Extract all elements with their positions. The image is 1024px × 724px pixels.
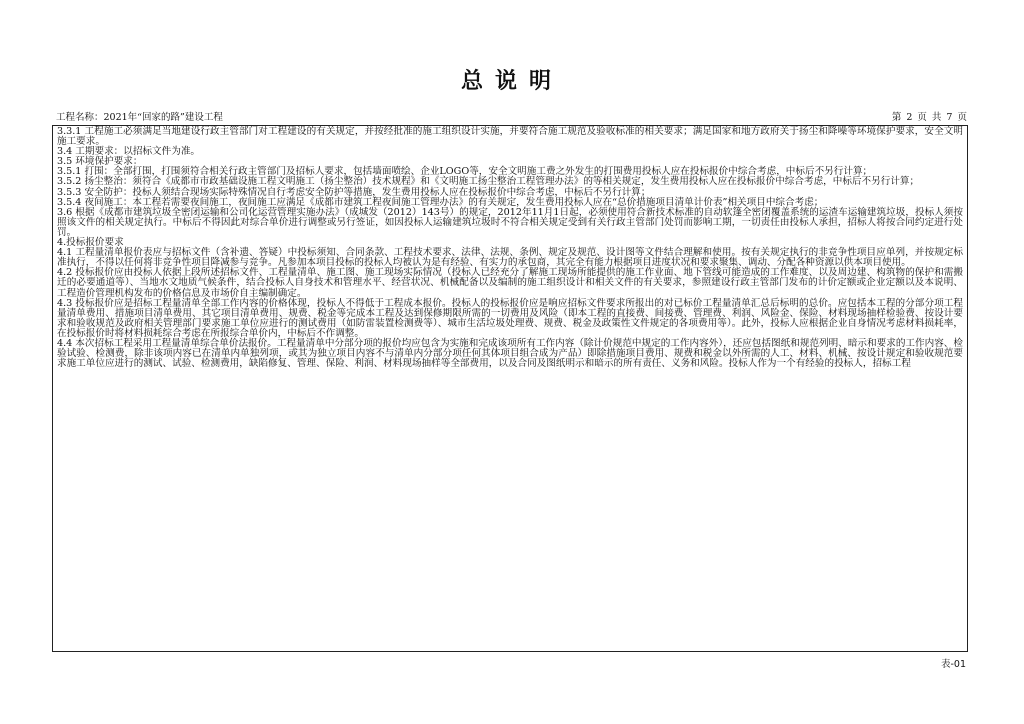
page-indicator: 第 2 页 共 7 页 [891,112,968,123]
paragraph-3-4: 3.4 工期要求：以招标文件为准。 [57,146,201,158]
content-frame [52,125,968,652]
paragraph-3-6: 3.6 根据《成都市建筑垃圾全密闭运输和公司化运营管理实施办法》（成城发（2012）143号）的规定，2012年11月1日起，必须使用符合新技术标准的自动软篷全密闭覆盖系统的运渣车运输建筑垃圾，投标人须按照该文件的相关规定执行。中标后不得因此对综合单价进行调整或另行签证，如因投标人运输建筑垃圾时不符合相关规定受到有关行政主管部门处罚而影响工期，一切责任由投标人承担，招标人将按合同约定进行处罚。 [57,206,963,238]
section-heading-4: 4.投标报价要求 [57,237,124,249]
form-code: 表-01 [940,659,966,670]
paragraph-3-5-3: 3.5.3 安全防护：投标人须结合现场实际特殊情况自行考虑安全防护等措施，发生费用投标人应在投标报价中综合考虑，中标后不另行计算； [57,186,651,198]
paragraph-3-5-2: 3.5.2 扬尘整治：须符合《成都市市政基础设施工程文明施工（扬尘整治）技术规程》和《文明施工扬尘整治工程管理办法》的等相关规定，发生费用投标人应在投标报价中综合考虑，中标后不另行计算； [57,176,920,188]
paragraph-4-3: 4.3 投标报价应是招标工程量清单全部工作内容的价格体现，投标人不得低于工程成本报价。投标人的投标报价应是响应招标文件要求所报出的对已标价工程量清单汇总后标明的总价。应包括本工程的分部分项工程量清单费用、措施项目清单费用、其它项目清单费用、规费、税金等完成本工程及达到保修期限所需的一切费用及风险（即本工程的直接费、间接费、管理费、利润、风险金、保险、材料现场抽样检验费、按设计要求和验收规范及政府相关管理部门要求施工单位应进行的测试费用（如防雷装置检测费等）、城市生活垃圾处理费、规费、税金及政策性文件规定的各项费用等）。此外，投标人应根据企业自身情况考虑材料损耗率，在投标报价时将材料损耗综合考虑在所报综合单价内，中标后不作调整。 [57,297,963,339]
paragraph-3-5-1: 3.5.1 打围：全部打围，打围须符合相关行政主管部门及招标人要求，包括墙面喷绘、企业LOGO等，安全文明施工费之外发生的打围费用投标人应在投标报价中综合考虑，中标后不另行计算； [57,166,873,178]
document-title: 总说明 [460,68,563,94]
paragraph-4-4: 4.4 本次招标工程采用工程量清单综合单价法报价。工程量清单中分部分项的报价均应包含为实施和完成该项所有工作内容（除计价规范中规定的工作内容外），还应包括图纸和规范列明、暗示和要求的工作内容、检验试验、检测费，除非该项内容已在清单内单独列项，或其为独立项目内容不与清单内分部分项任何其体项目组合成为产品）即除措施项目费用、规费和税金以外所需的人工、材料、机械、按设计规定和验收规范要求施工单位应进行的测试、试验、检测费用，缺陷修复、管理、保险、利润、材料现场抽样等全部费用，以及合同及图纸明示和暗示的所有责任、义务和风险。投标人作为一个有经验的投标人，招标工程 [57,337,963,370]
paragraph-3-5: 3.5 环境保护要求： [57,156,143,168]
project-name: 工程名称：2021年“回家的路”建设工程 [56,112,223,123]
paragraph-3-5-4: 3.5.4 夜间施工：本工程若需要夜间施工，夜间施工应满足《成都市建筑工程夜间施工管理办法》的有关规定，发生费用投标人应在“总价措施项目清单计价表”相关项目中综合考虑； [57,196,824,208]
paragraph-3-3-1: 3.3.1 工程施工必须满足当地建设行政主管部门对工程建设的有关规定，并按经批准的施工组织设计实施，并要符合施工规范及验收标准的相关要求；满足国家和地方政府关于扬尘和降噪等环境保护要求，安全文明施工要求。 [57,126,963,148]
paragraph-4-2: 4.2 投标报价应由投标人依据上段所述招标文件、工程量清单、施工图、施工现场实际情况（投标人已经充分了解施工现场所能提供的施工作业面、地下管线可能造成的工作难度、以及周边建、构筑物的保护和需搬迁的必要通道等）、当地水文地质气候条件，结合投标人自身技术和管理水平、经营状况、机械配备以及编制的施工组织设计和相关文件的有关要求，参照建设行政主管部门发布的计价定额或企业定额以及本说明、工程造价管理机构发布的价格信息及市场价自主编制确定。 [57,267,963,299]
content-body [53,126,967,369]
document-meta-row [56,111,968,125]
paragraph-4-1: 4.1 工程量清单报价表应与招标文件（含补遗、答疑）中投标须知、合同条款、工程技术要求、法律、法规、条例、规定及规范、设计图等文件结合理解和使用。按有关规定执行的非竞争性项目应单列，并按规定标准执行，不得以任何将非竞争性项目降减参与竞争。凡参加本项目投标的投标人均被认为是有经验、有实力的承包商，其完全有能力根据项目进度状况和要求聚集、调动、分配各种资源以供本项目使用。 [57,247,963,269]
